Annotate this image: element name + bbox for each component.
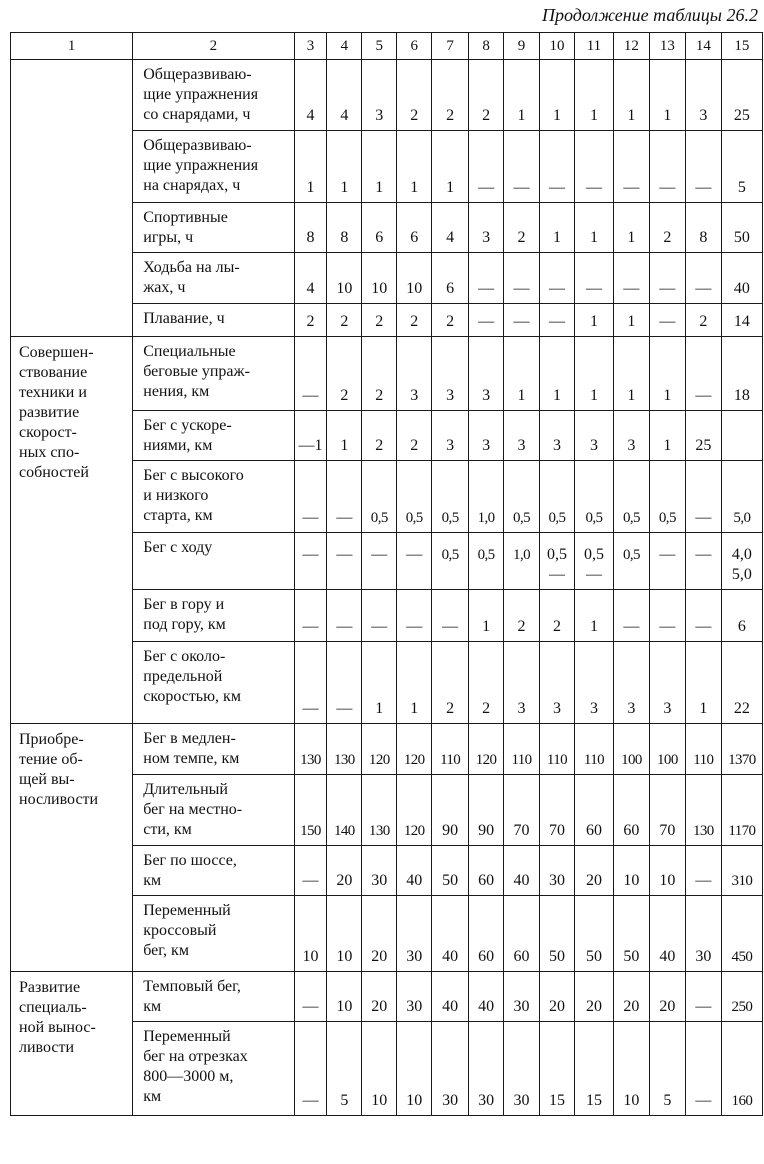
value-cell: 8	[327, 203, 362, 253]
value-cell: —	[327, 461, 362, 533]
table-row	[11, 337, 763, 411]
value-cell: 1	[613, 337, 649, 411]
value-cell: 1170	[721, 775, 762, 846]
training-plan-table	[10, 32, 763, 1116]
value-cell: 0,5	[362, 461, 397, 533]
value-cell: 30	[469, 1022, 504, 1116]
value-cell: 2	[649, 203, 685, 253]
value-cell: 150	[294, 775, 327, 846]
value-cell: 110	[504, 724, 540, 775]
value-cell	[721, 411, 762, 461]
value-cell: 1	[540, 60, 575, 131]
value-cell: 2	[540, 590, 575, 642]
value-cell: —	[327, 590, 362, 642]
value-cell: —	[327, 642, 362, 724]
value-cell: —	[685, 972, 721, 1022]
value-cell: —	[540, 131, 575, 203]
value-cell: 2	[432, 304, 469, 337]
value-cell: 10	[397, 1022, 432, 1116]
exercise-name-cell: Спортивные игры, ч	[133, 203, 294, 253]
value-cell: 1	[504, 337, 540, 411]
value-cell: —	[362, 590, 397, 642]
value-cell: 1	[685, 642, 721, 724]
value-cell: 8	[685, 203, 721, 253]
value-cell: 2	[504, 203, 540, 253]
exercise-name-cell: Бег с ходу	[133, 533, 294, 590]
value-cell: 120	[397, 724, 432, 775]
column-header: 15	[721, 33, 762, 60]
value-cell: 4	[294, 60, 327, 131]
value-cell: 20	[649, 972, 685, 1022]
value-cell: 40	[432, 896, 469, 972]
value-cell: —	[504, 304, 540, 337]
value-cell: 20	[574, 972, 613, 1022]
value-cell: 0,5	[613, 461, 649, 533]
value-cell: 20	[362, 972, 397, 1022]
value-cell: 0,5	[613, 533, 649, 590]
value-cell: 1	[362, 131, 397, 203]
value-cell: 4	[432, 203, 469, 253]
value-cell: 3	[362, 60, 397, 131]
value-cell: 3	[540, 411, 575, 461]
value-cell: 2	[432, 60, 469, 131]
value-cell: 3	[613, 642, 649, 724]
value-cell: 3	[685, 60, 721, 131]
value-cell: —1	[294, 411, 327, 461]
column-header: 10	[540, 33, 575, 60]
value-cell: 1	[613, 304, 649, 337]
column-header: 3	[294, 33, 327, 60]
value-cell: —	[649, 533, 685, 590]
exercise-name-cell: Переменный бег на отрезках 800—3000 м, км	[133, 1022, 294, 1116]
value-cell: —	[362, 533, 397, 590]
value-cell: 120	[469, 724, 504, 775]
value-cell: 10	[362, 1022, 397, 1116]
value-cell: 1	[574, 304, 613, 337]
value-cell: —	[469, 304, 504, 337]
value-cell: —	[294, 590, 327, 642]
value-cell: 8	[294, 203, 327, 253]
value-cell: 30	[540, 846, 575, 896]
value-cell: 450	[721, 896, 762, 972]
value-cell: 3	[469, 337, 504, 411]
value-cell: —	[294, 461, 327, 533]
value-cell: 6	[721, 590, 762, 642]
value-cell: —	[574, 253, 613, 304]
value-cell: 4	[327, 60, 362, 131]
value-cell: —	[685, 337, 721, 411]
value-cell: 40	[469, 972, 504, 1022]
value-cell: 70	[649, 775, 685, 846]
value-cell: 40	[397, 846, 432, 896]
value-cell: 1	[613, 60, 649, 131]
value-cell: 1	[649, 60, 685, 131]
value-cell: 50	[432, 846, 469, 896]
value-cell: 70	[540, 775, 575, 846]
value-cell: 10	[294, 896, 327, 972]
value-cell: 100	[613, 724, 649, 775]
value-cell: 60	[469, 846, 504, 896]
value-cell: 0,5 —	[540, 533, 575, 590]
value-cell: 6	[432, 253, 469, 304]
value-cell: 2	[294, 304, 327, 337]
value-cell: 1	[432, 131, 469, 203]
value-cell: 1	[649, 337, 685, 411]
exercise-name-cell: Общеразвиваю- щие упражнения на снарядах, ч	[133, 131, 294, 203]
value-cell: 30	[504, 972, 540, 1022]
value-cell: 1,0	[504, 533, 540, 590]
column-header: 9	[504, 33, 540, 60]
value-cell: —	[649, 590, 685, 642]
value-cell: 4,0 5,0	[721, 533, 762, 590]
value-cell: 10	[327, 253, 362, 304]
value-cell: 3	[649, 642, 685, 724]
value-cell: 20	[574, 846, 613, 896]
value-cell: 1	[574, 60, 613, 131]
value-cell: 120	[362, 724, 397, 775]
value-cell: 1,0	[469, 461, 504, 533]
value-cell: —	[397, 533, 432, 590]
value-cell: 2	[504, 590, 540, 642]
value-cell: —	[649, 131, 685, 203]
value-cell: 3	[504, 642, 540, 724]
exercise-name-cell: Бег по шоссе, км	[133, 846, 294, 896]
value-cell: —	[685, 131, 721, 203]
value-cell: —	[294, 846, 327, 896]
exercise-name-cell: Длительный бег на местно- сти, км	[133, 775, 294, 846]
value-cell: —	[469, 253, 504, 304]
exercise-name-cell: Общеразвиваю- щие упражнения со снарядами, ч	[133, 60, 294, 131]
value-cell: 15	[574, 1022, 613, 1116]
category-cell: Развитие специаль- ной вынос- ливости	[11, 972, 133, 1116]
value-cell: 110	[432, 724, 469, 775]
table-body	[11, 60, 763, 1116]
value-cell: 6	[397, 203, 432, 253]
column-header: 14	[685, 33, 721, 60]
value-cell: 1	[574, 203, 613, 253]
value-cell: 30	[504, 1022, 540, 1116]
value-cell: 250	[721, 972, 762, 1022]
value-cell: 0,5	[432, 461, 469, 533]
value-cell: 40	[504, 846, 540, 896]
value-cell: 30	[685, 896, 721, 972]
value-cell: —	[504, 131, 540, 203]
value-cell: 1	[397, 642, 432, 724]
value-cell: 1370	[721, 724, 762, 775]
value-cell: —	[294, 337, 327, 411]
value-cell: —	[685, 253, 721, 304]
value-cell: —	[294, 642, 327, 724]
value-cell: 1	[613, 203, 649, 253]
exercise-name-cell: Бег с высокого и низкого старта, км	[133, 461, 294, 533]
column-header: 5	[362, 33, 397, 60]
value-cell: 25	[721, 60, 762, 131]
value-cell: 1	[649, 411, 685, 461]
value-cell: 40	[721, 253, 762, 304]
exercise-name-cell: Бег в гору и под гору, км	[133, 590, 294, 642]
column-header: 11	[574, 33, 613, 60]
value-cell: —	[397, 590, 432, 642]
value-cell: 5	[721, 131, 762, 203]
value-cell: 130	[685, 775, 721, 846]
value-cell: 1	[574, 337, 613, 411]
value-cell: 10	[397, 253, 432, 304]
value-cell: —	[685, 533, 721, 590]
value-cell: 100	[649, 724, 685, 775]
value-cell: 22	[721, 642, 762, 724]
value-cell: 3	[469, 203, 504, 253]
value-cell: 120	[397, 775, 432, 846]
value-cell: 3	[574, 642, 613, 724]
value-cell: 30	[397, 896, 432, 972]
value-cell: 10	[613, 1022, 649, 1116]
value-cell: 1	[574, 590, 613, 642]
value-cell: 1	[469, 590, 504, 642]
column-header: 2	[133, 33, 294, 60]
exercise-name-cell: Бег в медлен- ном темпе, км	[133, 724, 294, 775]
value-cell: 60	[613, 775, 649, 846]
value-cell: —	[649, 304, 685, 337]
value-cell: 50	[613, 896, 649, 972]
value-cell: 2	[397, 60, 432, 131]
exercise-name-cell: Специальные беговые упраж- нения, км	[133, 337, 294, 411]
value-cell: 25	[685, 411, 721, 461]
value-cell: 20	[362, 896, 397, 972]
value-cell: 5,0	[721, 461, 762, 533]
value-cell: 30	[432, 1022, 469, 1116]
table-caption: Продолжение таблицы 26.2	[541, 5, 758, 25]
value-cell: 0,5 —	[574, 533, 613, 590]
value-cell: —	[294, 972, 327, 1022]
value-cell: 130	[294, 724, 327, 775]
value-cell: 30	[362, 846, 397, 896]
table-row	[11, 60, 763, 131]
value-cell: 110	[685, 724, 721, 775]
value-cell: —	[504, 253, 540, 304]
value-cell: —	[685, 1022, 721, 1116]
value-cell: 1	[327, 131, 362, 203]
exercise-name-cell: Бег с около- предельной скоростью, км	[133, 642, 294, 724]
value-cell: 10	[362, 253, 397, 304]
value-cell: 1	[327, 411, 362, 461]
value-cell: —	[685, 846, 721, 896]
table-row	[11, 972, 763, 1022]
column-header: 1	[11, 33, 133, 60]
value-cell: 0,5	[469, 533, 504, 590]
value-cell: 2	[362, 411, 397, 461]
exercise-name-cell: Плавание, ч	[133, 304, 294, 337]
value-cell: 20	[613, 972, 649, 1022]
value-cell: 30	[397, 972, 432, 1022]
value-cell: 2	[327, 337, 362, 411]
value-cell: 50	[721, 203, 762, 253]
value-cell: 2	[397, 411, 432, 461]
value-cell: 2	[469, 60, 504, 131]
header-row	[11, 33, 763, 60]
value-cell: 6	[362, 203, 397, 253]
value-cell: 3	[469, 411, 504, 461]
value-cell: 10	[613, 846, 649, 896]
value-cell: 15	[540, 1022, 575, 1116]
exercise-name-cell: Ходьба на лы- жах, ч	[133, 253, 294, 304]
value-cell: —	[294, 533, 327, 590]
value-cell: 160	[721, 1022, 762, 1116]
value-cell: 4	[294, 253, 327, 304]
column-header: 12	[613, 33, 649, 60]
exercise-name-cell: Бег с ускоре- ниями, км	[133, 411, 294, 461]
value-cell: —	[574, 131, 613, 203]
value-cell: 60	[574, 775, 613, 846]
value-cell: 2	[469, 642, 504, 724]
value-cell: 2	[685, 304, 721, 337]
value-cell: 20	[540, 972, 575, 1022]
value-cell: —	[613, 253, 649, 304]
value-cell: 60	[504, 896, 540, 972]
value-cell: —	[685, 461, 721, 533]
column-header: 13	[649, 33, 685, 60]
value-cell: 3	[432, 411, 469, 461]
value-cell: 0,5	[574, 461, 613, 533]
value-cell: 3	[613, 411, 649, 461]
value-cell: 2	[327, 304, 362, 337]
value-cell: 140	[327, 775, 362, 846]
value-cell: 50	[574, 896, 613, 972]
value-cell: 70	[504, 775, 540, 846]
exercise-name-cell: Темповый бег, км	[133, 972, 294, 1022]
column-header: 4	[327, 33, 362, 60]
table-row	[11, 724, 763, 775]
value-cell: 90	[469, 775, 504, 846]
value-cell: 110	[540, 724, 575, 775]
value-cell: 10	[649, 846, 685, 896]
value-cell: 0,5	[649, 461, 685, 533]
value-cell: 1	[540, 203, 575, 253]
value-cell: —	[469, 131, 504, 203]
value-cell: —	[327, 533, 362, 590]
value-cell: 2	[397, 304, 432, 337]
value-cell: —	[685, 590, 721, 642]
value-cell: 3	[432, 337, 469, 411]
value-cell: 3	[397, 337, 432, 411]
value-cell: 5	[327, 1022, 362, 1116]
value-cell: —	[613, 131, 649, 203]
value-cell: 2	[362, 304, 397, 337]
value-cell: 0,5	[432, 533, 469, 590]
value-cell: —	[294, 1022, 327, 1116]
value-cell: —	[432, 590, 469, 642]
value-cell: 50	[540, 896, 575, 972]
value-cell: —	[540, 304, 575, 337]
value-cell: 0,5	[540, 461, 575, 533]
exercise-name-cell: Переменный кроссовый бег, км	[133, 896, 294, 972]
value-cell: 14	[721, 304, 762, 337]
value-cell: 60	[469, 896, 504, 972]
value-cell: 3	[574, 411, 613, 461]
value-cell: 110	[574, 724, 613, 775]
value-cell: 0,5	[397, 461, 432, 533]
value-cell: 10	[327, 972, 362, 1022]
value-cell: 1	[362, 642, 397, 724]
value-cell: 310	[721, 846, 762, 896]
value-cell: 3	[504, 411, 540, 461]
value-cell: —	[613, 590, 649, 642]
value-cell: —	[540, 253, 575, 304]
value-cell: 2	[362, 337, 397, 411]
value-cell: 20	[327, 846, 362, 896]
value-cell: 130	[362, 775, 397, 846]
value-cell: 130	[327, 724, 362, 775]
category-cell: Приобре- тение об- щей вы- носливости	[11, 724, 133, 972]
value-cell: 10	[327, 896, 362, 972]
column-header: 8	[469, 33, 504, 60]
value-cell: 1	[540, 337, 575, 411]
value-cell: 1	[294, 131, 327, 203]
value-cell: 2	[432, 642, 469, 724]
value-cell: —	[649, 253, 685, 304]
value-cell: 5	[649, 1022, 685, 1116]
value-cell: 40	[432, 972, 469, 1022]
column-header: 6	[397, 33, 432, 60]
column-header: 7	[432, 33, 469, 60]
value-cell: 3	[540, 642, 575, 724]
category-cell	[11, 60, 133, 337]
value-cell: 40	[649, 896, 685, 972]
value-cell: 18	[721, 337, 762, 411]
value-cell: 1	[397, 131, 432, 203]
value-cell: 0,5	[504, 461, 540, 533]
value-cell: 90	[432, 775, 469, 846]
category-cell: Совершен- ствование техники и развитие скорост- ных спо- собностей	[11, 337, 133, 724]
value-cell: 1	[504, 60, 540, 131]
